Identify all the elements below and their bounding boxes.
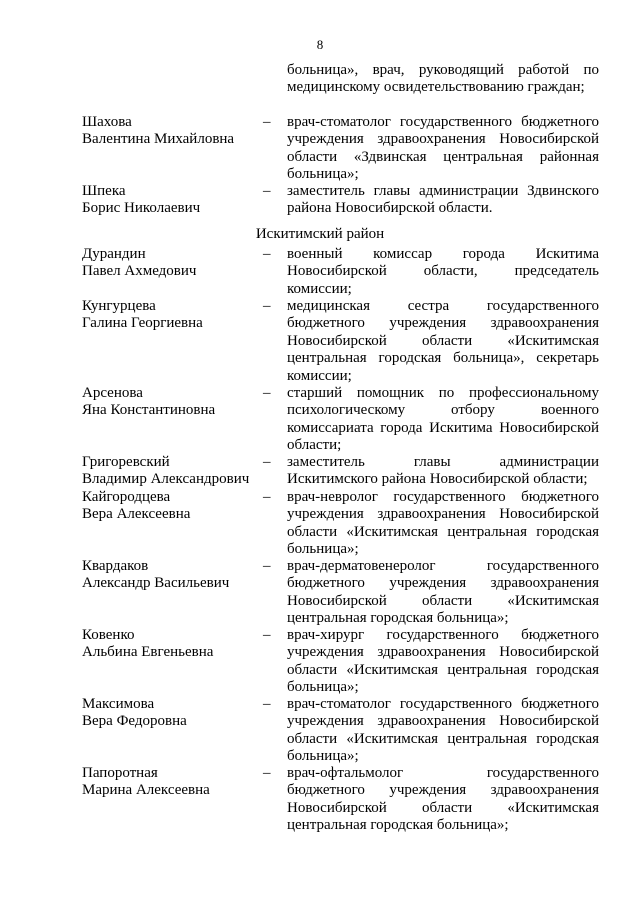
member-given-name: Марина Алексеевна bbox=[82, 782, 210, 799]
member-given-name: Владимир Александрович bbox=[82, 471, 250, 488]
member-surname: Шпека bbox=[82, 183, 126, 199]
member-name bbox=[82, 558, 262, 593]
member-entry bbox=[82, 489, 612, 569]
member-given-name: Яна Константиновна bbox=[82, 402, 216, 419]
entry-description: врач-хирург государственного бюджетного учреждения здравоохранения Новосибирской области «Искитимская центральная городская больница»; bbox=[287, 627, 599, 696]
member-entry bbox=[82, 696, 612, 776]
entry-description: врач-офтальмолог государственного бюджетного учреждения здравоохранения Новосибирской области «Искитимская центральная городская больница»; bbox=[287, 765, 599, 834]
member-surname: Дурандин bbox=[82, 246, 146, 262]
entry-dash: – bbox=[263, 627, 271, 643]
entry-dash: – bbox=[263, 696, 271, 712]
member-name bbox=[82, 454, 262, 489]
member-surname: Квардаков bbox=[82, 558, 149, 574]
member-given-name: Валентина Михайловна bbox=[82, 131, 235, 148]
entry-description: медицинская сестра государственного бюджетного учреждения здравоохранения Новосибирской области «Искитимская центральная городская больница», секретарь комиссии; bbox=[287, 298, 599, 384]
entry-description: заместитель главы администрации Искитимского района Новосибирской области; bbox=[287, 454, 599, 488]
member-name bbox=[82, 246, 262, 281]
entry-dash: – bbox=[263, 558, 271, 574]
member-given-name: Павел Ахмедович bbox=[82, 263, 197, 280]
entry-description: старший помощник по профессиональному психологическому отбору военного комиссариата города Искитима Новосибирской области; bbox=[287, 385, 599, 454]
member-name bbox=[82, 183, 262, 218]
member-surname: Григоревский bbox=[82, 454, 170, 470]
entry-description: врач-стоматолог государственного бюджетного учреждения здравоохранения Новосибирской области «Здвинская центральная районная больница»; bbox=[287, 114, 599, 183]
member-given-name: Борис Николаевич bbox=[82, 200, 201, 217]
member-surname: Шахова bbox=[82, 114, 132, 130]
member-name bbox=[82, 385, 262, 420]
member-name bbox=[82, 765, 262, 800]
member-given-name: Альбина Евгеньевна bbox=[82, 644, 214, 661]
member-surname: Кайгородцева bbox=[82, 489, 171, 505]
member-entry bbox=[82, 298, 612, 384]
member-given-name: Александр Васильевич bbox=[82, 575, 230, 592]
member-entry bbox=[82, 385, 612, 465]
entry-dash: – bbox=[263, 489, 271, 505]
entry-description: врач-дерматовенеролог государственного бюджетного учреждения здравоохранения Новосибирской области «Искитимская центральная городская больница»; bbox=[287, 558, 599, 627]
entry-dash: – bbox=[263, 183, 271, 199]
entry-description: больница», врач, руководящий работой по медицинскому освидетельствованию граждан; bbox=[287, 62, 599, 96]
entry-description: врач-стоматолог государственного бюджетного учреждения здравоохранения Новосибирской области «Искитимская центральная городская больница»; bbox=[287, 696, 599, 765]
entry-description: военный комиссар города Искитима Новосибирской области, председатель комиссии; bbox=[287, 246, 599, 297]
entry-description: врач-невролог государственного бюджетного учреждения здравоохранения Новосибирской области «Искитимская центральная городская больница»; bbox=[287, 489, 599, 558]
section-title: Искитимский район bbox=[255, 226, 385, 242]
member-name bbox=[82, 489, 262, 524]
member-entry bbox=[82, 558, 612, 638]
entry-dash: – bbox=[263, 114, 271, 130]
entry-dash: – bbox=[263, 298, 271, 314]
member-surname: Максимова bbox=[82, 696, 155, 712]
member-surname: Кунгурцева bbox=[82, 298, 156, 314]
member-given-name: Вера Алексеевна bbox=[82, 506, 191, 523]
entry-dash: – bbox=[263, 765, 271, 781]
member-name bbox=[82, 696, 262, 731]
member-given-name: Галина Георгиевна bbox=[82, 315, 203, 332]
page-number: 8 bbox=[316, 37, 324, 52]
member-surname: Папоротная bbox=[82, 765, 158, 781]
member-given-name: Вера Федоровна bbox=[82, 713, 187, 730]
member-surname: Ковенко bbox=[82, 627, 135, 643]
member-name bbox=[82, 114, 262, 149]
member-surname: Арсенова bbox=[82, 385, 143, 401]
member-name bbox=[82, 627, 262, 662]
entry-dash: – bbox=[263, 454, 271, 470]
member-entry bbox=[82, 765, 612, 845]
member-entry bbox=[82, 114, 612, 194]
entry-dash: – bbox=[263, 385, 271, 401]
entry-description: заместитель главы администрации Здвинского района Новосибирской области. bbox=[287, 183, 599, 217]
entry-dash: – bbox=[263, 246, 271, 262]
member-entry bbox=[82, 627, 612, 707]
member-name bbox=[82, 298, 262, 333]
